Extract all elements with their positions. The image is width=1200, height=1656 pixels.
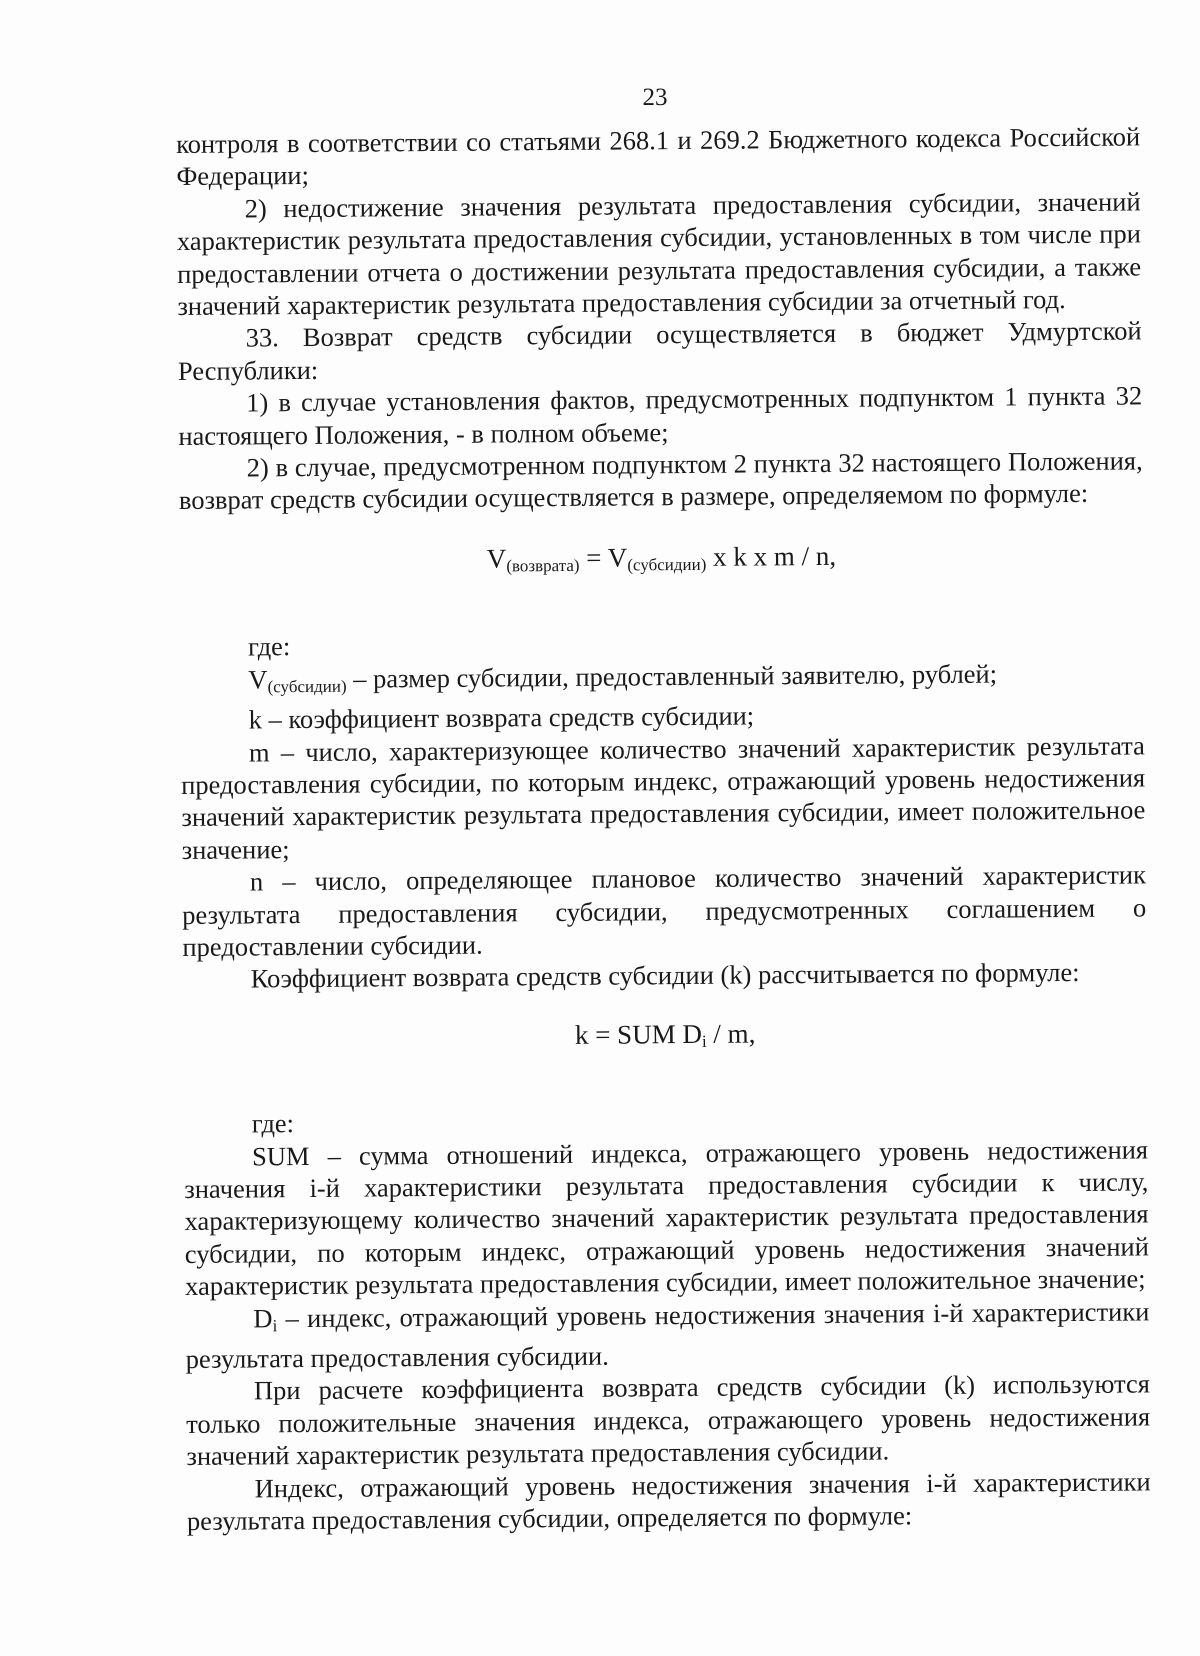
formula2-right: / m,: [706, 1018, 756, 1049]
definition-k: k – коэффициент возврата средств субсидии;: [248, 700, 755, 735]
paragraph-section-33: 33. Возврат средств субсидии осуществляется в бюджет Удмуртской Республики:: [177, 315, 1142, 386]
paragraph-continuation: контроля в соответствии со статьями 268.1 и 269.2 Бюджетного кодекса Российской Федерации;: [176, 121, 1141, 192]
where-label-2: где:: [251, 1108, 295, 1139]
formula-lhs: V: [486, 543, 507, 574]
definition-v-text: – размер субсидии, предоставленный заявителю, рублей;: [346, 658, 998, 694]
paragraph-item-2: 2) недостижение значения результата предоставления субсидии, значений характеристик результата предоставления субсидии, установленных в том числе при предоставлении отчета о достижении результата предоставления субсидии, а также значений характеристик результата предоставления субсидии за отчетный год.: [176, 186, 1142, 322]
page-number: 23: [642, 84, 668, 111]
where-label-1: где:: [247, 631, 291, 662]
coefficient-formula: [183, 1014, 1147, 1062]
definition-v-symbol: V: [248, 663, 268, 695]
paragraph-33-item-1: 1) в случае установления фактов, предусмотренных подпунктом 1 пункта 32 настоящего Положения, - в полном объеме;: [178, 380, 1143, 451]
formula-rhs: x k x m / n,: [706, 540, 837, 572]
document-body: [176, 120, 1151, 1537]
definition-v-subscript: (субсидии): [267, 676, 347, 696]
paragraph-33-item-2: 2) в случае, предусмотренном подпунктом 2 пункта 32 настоящего Положения, возврат средств субсидии осуществляется в размере, определяемом по формуле:: [178, 445, 1143, 516]
definition-d-text: – индекс, отражающий уровень недостижения значения i-й характеристики результата предоставления субсидии.: [185, 1295, 1150, 1374]
formula-lhs-subscript: (возврата): [506, 555, 580, 576]
coefficient-intro: Коэффициент возврата средств субсидии (k) рассчитывается по формуле:: [250, 957, 1080, 994]
formula2-left: k = SUM D: [574, 1018, 702, 1050]
formula-equals: = V: [579, 542, 628, 573]
closing-paragraph-2: Индекс, отражающий уровень недостижения значения i-й характеристики результата предоставления субсидии, определяется по формуле:: [186, 1466, 1151, 1536]
definition-n: n – число, определяющее плановое количество значений характеристик результата предоставления субсидии, предусмотренных соглашением о предоставлении субсидии.: [182, 859, 1147, 962]
definition-d: [185, 1295, 1150, 1375]
definition-m: m – число, характеризующее количество значений характеристик результата предоставления субсидии, по которым индекс, отражающий уровень недостижения значений характеристик результата предоставления субсидии, имеет положительное значение;: [181, 729, 1146, 865]
formula-rhs-subscript: (субсидии): [627, 554, 707, 575]
definition-d-subscript: i: [272, 1315, 278, 1335]
definition-d-symbol: D: [253, 1302, 273, 1334]
definition-sum: SUM – сумма отношений индекса, отражающего уровень недостижения значения i-й характеристики результата предоставления субсидии к числу, характеризующему количество значений характеристик результата предоставления субсидии, по которым индекс, отражающий уровень недостижения значений характеристик результата предоставления субсидии, имеет положительное значение;: [184, 1133, 1149, 1302]
formula2-subscript: i: [701, 1031, 707, 1051]
closing-paragraph-1: При расчете коэффициента возврата средств субсидии (k) используются только положительные значения индекса, отражающего уровень недостижения значений характеристик результата предоставления субсидии.: [186, 1368, 1151, 1472]
return-amount-formula: [179, 537, 1143, 585]
